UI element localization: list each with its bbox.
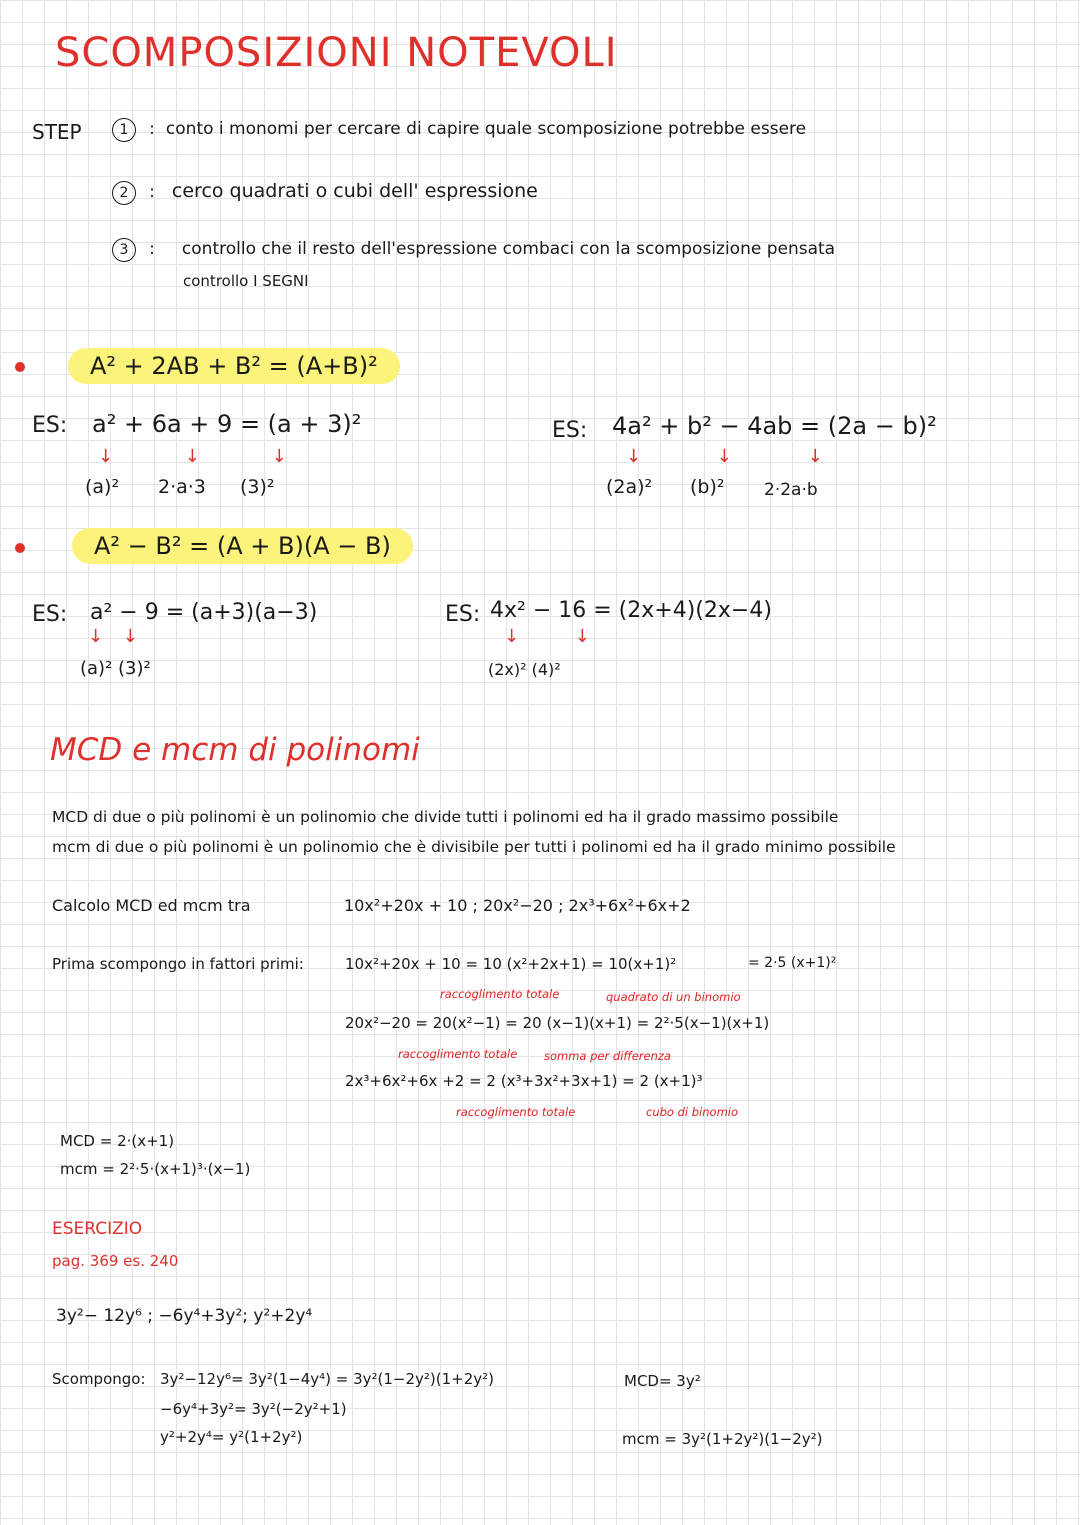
example-label: ES:: [32, 413, 68, 438]
step-3: 3 : controllo che il resto dell'espressione combaci con la scomposizione pensata: [112, 238, 835, 262]
example-square-2-b: (b)²: [690, 476, 725, 498]
calc-polynomials: 10x²+20x + 10 ; 20x²−20 ; 2x³+6x²+6x+2: [344, 896, 691, 915]
exercise-title: ESERCIZIO: [52, 1219, 143, 1239]
arrows: ↓ ↓: [88, 626, 138, 647]
exercise-polynomials: 3y²− 12y⁶ ; −6y⁴+3y²; y²+2y⁴: [56, 1306, 313, 1326]
note-sum-difference: somma per differenza: [544, 1049, 671, 1063]
formula-difference-squares: A² − B² = (A + B)(A − B): [72, 528, 413, 564]
example-square-1-a: (a)²: [85, 476, 120, 498]
example-square-1-b: 2·a·3: [158, 476, 206, 498]
example-square-1-c: (3)²: [240, 476, 275, 498]
bullet-icon: [15, 362, 25, 372]
example-square-2: 4a² + b² − 4ab = (2a − b)²: [612, 412, 937, 440]
example-diff-1-below: (a)² (3)²: [80, 658, 151, 679]
exercise-ref: pag. 369 es. 240: [52, 1252, 179, 1270]
step-3-number: 3: [112, 238, 136, 262]
mcm-result: mcm = 2²·5·(x+1)³·(x−1): [60, 1160, 251, 1178]
example-square-1: a² + 6a + 9 = (a + 3)²: [92, 410, 362, 438]
section-title: MCD e mcm di polinomi: [50, 732, 420, 768]
step-2: 2 : cerco quadrati o cubi dell' espressione: [112, 180, 538, 205]
example-diff-2-below: (2x)² (4)²: [488, 660, 561, 679]
note-binomial-square: quadrato di un binomio: [606, 990, 741, 1004]
example-label: ES:: [32, 602, 68, 627]
page-title: SCOMPOSIZIONI NOTEVOLI: [55, 30, 618, 76]
example-square-2-a: (2a)²: [606, 476, 653, 498]
exercise-mcd: MCD= 3y²: [624, 1372, 701, 1390]
example-square-2-c: 2·2a·b: [764, 480, 818, 500]
factor-line-1: 10x²+20x + 10 = 10 (x²+2x+1) = 10(x+1)²: [345, 955, 677, 973]
note-binomial-cube: cubo di binomio: [646, 1105, 739, 1119]
prima-label: Prima scompongo in fattori primi:: [52, 955, 304, 973]
definition-mcd: MCD di due o più polinomi è un polinomio che divide tutti i polinomi ed ha il grado massimo possibile: [52, 808, 839, 826]
calc-label: Calcolo MCD ed mcm tra: [52, 896, 251, 915]
factor-line-2: 20x²−20 = 20(x²−1) = 20 (x−1)(x+1) = 2²·5(x−1)(x+1): [345, 1014, 770, 1032]
step-1: 1 : conto i monomi per cercare di capire quale scomposizione potrebbe essere: [112, 118, 806, 142]
exercise-step-3: y²+2y⁴= y²(1+2y²): [160, 1428, 303, 1446]
arrows: ↓ ↓: [504, 626, 590, 647]
example-diff-1: a² − 9 = (a+3)(a−3): [90, 600, 318, 625]
example-diff-2: 4x² − 16 = (2x+4)(2x−4): [490, 598, 772, 623]
exercise-mcm: mcm = 3y²(1+2y²)(1−2y²): [622, 1430, 823, 1448]
bullet-icon: [15, 543, 25, 553]
step-3-text: controllo che il resto dell'espressione combaci con la scomposizione pensata: [181, 239, 836, 259]
step-3-text2: controllo I SEGNI: [183, 272, 309, 290]
step-label: STEP: [32, 120, 82, 144]
note-total-factoring: raccoglimento totale: [440, 987, 560, 1001]
formula-square-binomial: A² + 2AB + B² = (A+B)²: [68, 348, 400, 384]
example-label: ES:: [445, 602, 481, 627]
example-label: ES:: [552, 418, 588, 443]
note-total-factoring: raccoglimento totale: [398, 1047, 518, 1061]
arrows: ↓ ↓ ↓: [98, 446, 287, 467]
factor-line-1-end: = 2·5 (x+1)²: [748, 955, 837, 971]
step-2-text: cerco quadrati o cubi dell' espressione: [171, 180, 538, 202]
exercise-step-2: −6y⁴+3y²= 3y²(−2y²+1): [160, 1400, 347, 1418]
arrows: ↓ ↓ ↓: [626, 446, 823, 467]
mcd-result: MCD = 2·(x+1): [60, 1132, 175, 1150]
factor-line-3: 2x³+6x²+6x +2 = 2 (x³+3x²+3x+1) = 2 (x+1)³: [345, 1072, 703, 1090]
step-2-number: 2: [112, 181, 136, 205]
exercise-step-1: 3y²−12y⁶= 3y²(1−4y⁴) = 3y²(1−2y²)(1+2y²): [160, 1370, 495, 1388]
step-1-number: 1: [112, 118, 136, 142]
definition-mcm: mcm di due o più polinomi è un polinomio che è divisibile per tutti i polinomi ed ha il grado minimo possibile: [52, 838, 896, 856]
scompongo-label: Scompongo:: [52, 1370, 146, 1388]
note-total-factoring: raccoglimento totale: [456, 1105, 576, 1119]
step-1-text: conto i monomi per cercare di capire quale scomposizione potrebbe essere: [165, 119, 807, 139]
